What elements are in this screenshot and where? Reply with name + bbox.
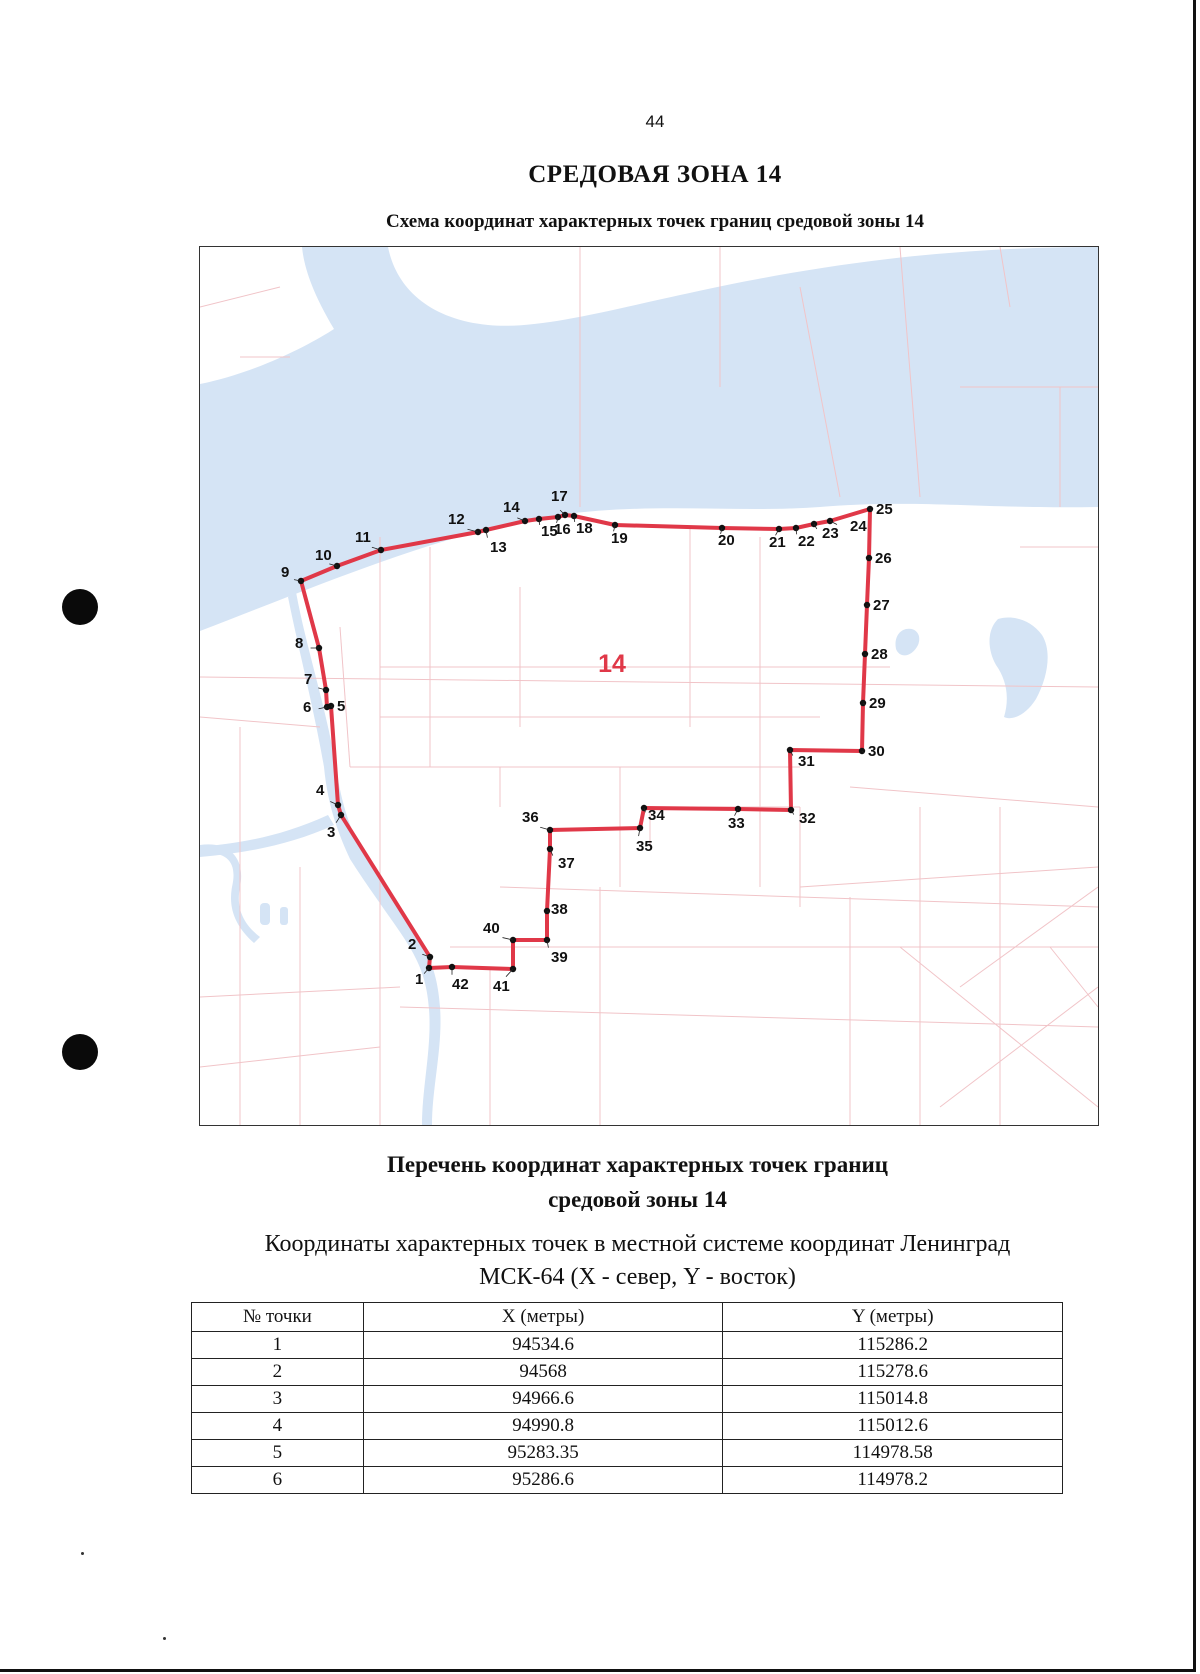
table-row	[192, 1332, 1063, 1359]
point-marker	[867, 506, 873, 512]
point-label: 30	[868, 743, 885, 760]
point-label: 28	[871, 646, 888, 663]
point-label: 26	[875, 550, 892, 567]
column-header-y: Y (метры)	[723, 1303, 1063, 1332]
table-row	[192, 1359, 1063, 1386]
point-label: 9	[281, 564, 290, 581]
x-coordinate-cell: 94966.6	[363, 1386, 723, 1413]
point-label: 37	[558, 855, 575, 872]
x-coordinate-cell: 94534.6	[363, 1332, 723, 1359]
point-label: 31	[798, 753, 815, 770]
punch-hole-bottom	[62, 1034, 98, 1070]
point-label: 4	[316, 782, 325, 799]
point-label: 17	[551, 488, 568, 505]
y-coordinate-cell: 115014.8	[723, 1386, 1063, 1413]
point-label: 41	[493, 978, 510, 995]
document-title: СРЕДОВАЯ ЗОНА 14	[528, 161, 782, 188]
y-coordinate-cell: 115286.2	[723, 1332, 1063, 1359]
point-label: 25	[876, 501, 893, 518]
point-label: 19	[611, 530, 628, 547]
point-label: 39	[551, 949, 568, 966]
y-coordinate-cell: 114978.2	[723, 1467, 1063, 1494]
point-label: 8	[295, 635, 304, 652]
point-label: 10	[315, 547, 332, 564]
x-coordinate-cell: 95283.35	[363, 1440, 723, 1467]
point-label: 21	[769, 534, 786, 551]
base-map	[200, 247, 1098, 1125]
table-row	[192, 1413, 1063, 1440]
point-label: 2	[408, 936, 417, 953]
point-label: 12	[448, 511, 465, 528]
point-label: 18	[576, 520, 593, 537]
map-canvas	[200, 247, 1098, 1125]
table-row	[192, 1467, 1063, 1494]
point-label: 3	[327, 824, 336, 841]
point-label: 24	[850, 518, 867, 535]
scan-speck	[81, 1552, 84, 1555]
point-label: 7	[304, 671, 313, 688]
point-label: 6	[303, 699, 312, 716]
point-label: 33	[728, 815, 745, 832]
y-coordinate-cell: 115012.6	[723, 1413, 1063, 1440]
scan-speck	[163, 1637, 166, 1640]
x-coordinate-cell: 94990.8	[363, 1413, 723, 1440]
point-label: 5	[337, 698, 346, 715]
point-label: 27	[873, 597, 890, 614]
coordinate-system-note	[0, 1228, 1200, 1294]
point-label: 40	[483, 920, 500, 937]
point-number-cell: 5	[192, 1440, 364, 1467]
point-label: 11	[355, 529, 371, 546]
point-label: 15	[541, 523, 558, 540]
point-label: 23	[822, 525, 839, 542]
pond-water	[260, 903, 270, 925]
point-label: 13	[490, 539, 507, 556]
x-coordinate-cell: 94568	[363, 1359, 723, 1386]
point-label: 22	[798, 533, 815, 550]
table-row	[192, 1386, 1063, 1413]
page-number: 44	[645, 112, 665, 131]
zone-number-label: 14	[598, 650, 626, 678]
point-label: 38	[551, 901, 568, 918]
point-number-cell: 1	[192, 1332, 364, 1359]
point-number-cell: 6	[192, 1467, 364, 1494]
column-header-point: № точки	[192, 1303, 364, 1332]
list-heading-line: средовой зоны 14	[548, 1187, 727, 1212]
point-label: 14	[503, 499, 520, 516]
zone-map	[199, 246, 1099, 1126]
point-label: 29	[869, 695, 886, 712]
point-label: 35	[636, 838, 653, 855]
coordinates-list-heading	[0, 1147, 1200, 1217]
y-coordinate-cell: 115278.6	[723, 1359, 1063, 1386]
point-label: 32	[799, 810, 816, 827]
coordinates-table	[191, 1302, 1063, 1494]
point-label: 20	[718, 532, 735, 549]
pond-water	[280, 907, 288, 925]
point-label: 42	[452, 976, 469, 993]
point-label: 36	[522, 809, 539, 826]
point-label: 16	[554, 521, 571, 538]
point-number-cell: 4	[192, 1413, 364, 1440]
point-number-cell: 3	[192, 1386, 364, 1413]
punch-hole-top	[62, 589, 98, 625]
x-coordinate-cell: 95286.6	[363, 1467, 723, 1494]
system-note-line: Координаты характерных точек в местной системе координат Ленинград	[264, 1231, 1011, 1257]
point-number-cell: 2	[192, 1359, 364, 1386]
point-label: 34	[648, 807, 665, 824]
system-note-line: МСК-64 (X - север, Y - восток)	[479, 1264, 796, 1290]
table-header-row	[192, 1303, 1063, 1332]
point-label: 1	[415, 971, 424, 988]
list-heading-line: Перечень координат характерных точек границ	[387, 1152, 888, 1177]
map-subtitle: Схема координат характерных точек границ средовой зоны 14	[386, 211, 924, 232]
table-row	[192, 1440, 1063, 1467]
column-header-x: X (метры)	[363, 1303, 723, 1332]
y-coordinate-cell: 114978.58	[723, 1440, 1063, 1467]
